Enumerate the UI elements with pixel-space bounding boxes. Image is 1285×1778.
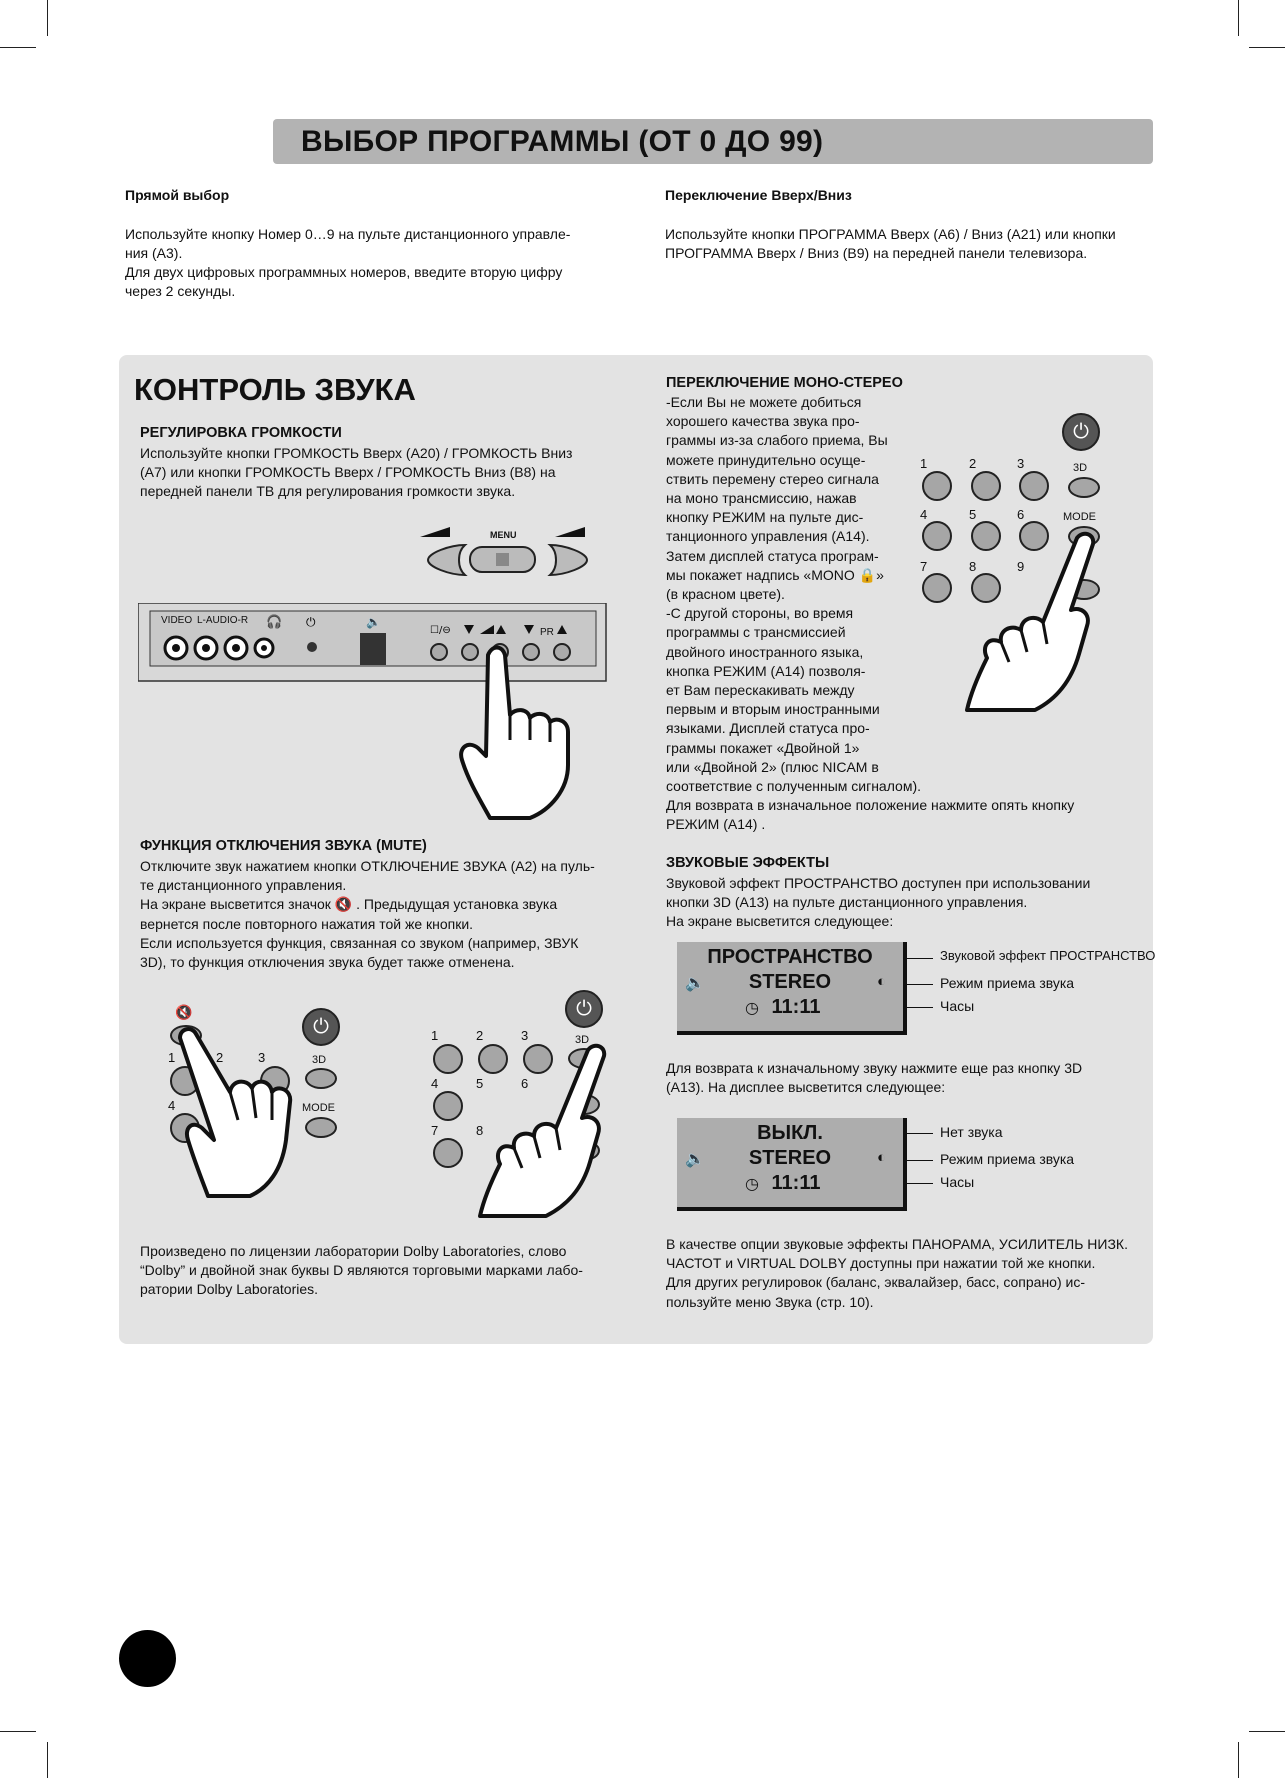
page-title-bar: [273, 119, 1153, 164]
volume-heading: РЕГУЛИРОВКА ГРОМКОСТИ: [140, 425, 342, 441]
page-number-marker: [119, 1630, 176, 1687]
callout-line: [903, 958, 933, 959]
text-line: программы с трансмиссией: [666, 624, 846, 641]
3d-button[interactable]: [1068, 477, 1100, 498]
page-title: ВЫБОР ПРОГРАММЫ (ОТ 0 ДО 99): [301, 125, 824, 158]
power-button[interactable]: ⏻: [565, 990, 603, 1028]
crop-mark: [1238, 0, 1239, 36]
hand-pointer-mode: [955, 530, 1105, 720]
text-line: РЕЖИМ (A14) .: [666, 816, 766, 833]
remote-num-2: 2: [476, 1028, 484, 1043]
ir-window: [360, 633, 386, 665]
video-label: VIDEO: [161, 615, 193, 626]
remote-num-3: 3: [258, 1050, 266, 1065]
text-line: (A7) или кнопки ГРОМКОСТЬ Вверх / ГРОМКОСТЬ Вниз (B8) на: [140, 464, 556, 481]
callout-clock: Часы: [940, 998, 975, 1014]
crop-mark: [0, 1731, 36, 1732]
text-line: -Если Вы не можете добиться: [666, 394, 862, 410]
text-line: соответствие с полученным сигналом).: [666, 778, 922, 795]
text-line: граммы из-за слабого приема, Вы: [666, 432, 888, 449]
text-line: 3D), то функция отключения звука будет также отменена.: [140, 954, 515, 971]
effects-heading: ЗВУКОВЫЕ ЭФФЕКТЫ: [666, 855, 830, 871]
speaker-icon: 🔈: [685, 975, 705, 992]
text-line: В качестве опции звуковые эффекты ПАНОРАМА, УСИЛИТЕЛЬ НИЗК.: [666, 1236, 1128, 1252]
menu-label: MENU: [490, 530, 517, 540]
callout-mode: Режим приема звука: [940, 1151, 1075, 1167]
lcd-display-off: [677, 1118, 907, 1211]
lcd-line-effect: ВЫКЛ.: [757, 1122, 823, 1144]
text-line: кнопку РЕЖИМ на пульте дис-: [666, 509, 864, 526]
text-line: через 2 секунды.: [125, 283, 236, 299]
text-line: Используйте кнопки ПРОГРАММА Вверх (A6) / Вниз (A21) или кнопки: [665, 226, 1116, 242]
dolby-text: [140, 1242, 583, 1300]
callout-line: [903, 1183, 933, 1184]
crop-mark: [1249, 47, 1285, 48]
text-line: ратории Dolby Laboratories.: [140, 1281, 319, 1298]
stereo-icon: ◐: [877, 1149, 887, 1166]
mode-button[interactable]: [305, 1117, 337, 1138]
text-line: пользуйте меню Звука (стр. 10).: [666, 1293, 874, 1310]
direct-heading: Прямой выбор: [125, 187, 230, 203]
volume-text: [140, 444, 572, 502]
text-line: Затем дисплей статуса програм-: [666, 547, 879, 564]
remote-num-5: 5: [476, 1076, 484, 1091]
stereo-icon: ◐: [877, 973, 887, 990]
3d-label: 3D: [575, 1034, 590, 1046]
text-line: мы покажет надпись «MONO 🔒»: [666, 566, 884, 583]
mode-label: MODE: [302, 1102, 335, 1114]
remote-num-1: 1: [920, 456, 928, 471]
remote-num-2: 2: [216, 1050, 224, 1065]
text-line: “Dolby” и двойной знак буквы D являются торговыми марками лабо-: [140, 1262, 583, 1279]
text-line: (в красном цвете).: [666, 586, 785, 603]
text-line: первым и вторым иностранными: [666, 701, 880, 718]
callout-clock: Часы: [940, 1174, 975, 1190]
svg-text:🎧: 🎧: [266, 615, 283, 630]
remote-num-5: 5: [969, 507, 977, 522]
remote-num-7: 7: [920, 559, 928, 574]
text-line: языками. Дисплей статуса про-: [666, 720, 870, 737]
power-button[interactable]: ⏻: [302, 1008, 340, 1046]
remote-button-4[interactable]: [922, 521, 952, 551]
lcd-line-clock: 11:11: [771, 1172, 821, 1194]
remote-num-1: 1: [431, 1028, 439, 1043]
volume-right-button: [550, 545, 587, 575]
text-line: На экране высветится значок 🔇 . Предыдущая установка звука: [140, 896, 558, 913]
svg-text:🔈: 🔈: [366, 615, 381, 629]
text-line: Если используется функция, связанная со звуком (например, ЗВУК: [140, 934, 579, 951]
remote-num-4: 4: [920, 507, 928, 522]
remote-num-8: 8: [476, 1123, 484, 1138]
3d-button[interactable]: [305, 1068, 337, 1089]
mute-icon: 🔇: [175, 1004, 193, 1020]
remote-button-7[interactable]: [433, 1138, 463, 1168]
text-line: на моно трансмиссию, нажав: [666, 490, 857, 507]
remote-button-1[interactable]: [433, 1044, 463, 1074]
audio-label: L-AUDIO-R: [197, 615, 249, 626]
remote-num-8: 8: [969, 559, 977, 574]
text-line: Используйте кнопку Номер 0…9 на пульте дистанционного управле-: [125, 226, 571, 242]
volume-up-ramp-icon: [555, 527, 585, 537]
text-line: Используйте кнопки ГРОМКОСТЬ Вверх (A20) / ГРОМКОСТЬ Вниз: [140, 445, 573, 461]
callout-line: [903, 1160, 933, 1161]
text-line: ПРОГРАММА Вверх / Вниз (B9) на передней панели телевизора.: [665, 245, 1088, 261]
remote-button-4[interactable]: [433, 1091, 463, 1121]
power-led: [307, 642, 317, 652]
volume-buttons-illustration: [410, 520, 600, 580]
callout-line: [903, 1007, 933, 1008]
text-line: двойного иностранного языка,: [666, 643, 864, 660]
text-line: танционного управления (A14).: [666, 528, 870, 545]
text-line: Отключите звук нажатием кнопки ОТКЛЮЧЕНИЕ ЗВУКА (A2) на пуль-: [140, 858, 595, 874]
remote-num-3: 3: [1017, 456, 1025, 471]
remote-button-7[interactable]: [922, 573, 952, 603]
sound-title: КОНТРОЛЬ ЗВУКА: [134, 372, 416, 407]
text-line: можете принудительно осуще-: [666, 451, 866, 468]
text-line: Для двух цифровых программных номеров, введите вторую цифру: [125, 264, 563, 280]
text-line: хорошего качества звука про-: [666, 413, 860, 430]
mono-heading: ПЕРЕКЛЮЧЕНИЕ МОНО-СТЕРЕО: [666, 375, 903, 391]
remote-num-6: 6: [521, 1076, 529, 1091]
text-line: На экране высветится следующее:: [666, 913, 894, 930]
updown-text: [665, 225, 1116, 263]
remote-num-1: 1: [168, 1050, 176, 1065]
remote-num-7: 7: [431, 1123, 439, 1138]
effects-text: [666, 874, 1090, 932]
direct-text: [125, 225, 570, 301]
effects-mid-text: [666, 1059, 1082, 1097]
text-line: ЧАСТОТ и VIRTUAL DOLBY доступны при нажатии той же кнопки.: [666, 1255, 1096, 1272]
text-line: (A13). На дисплее высветится следующее:: [666, 1079, 946, 1096]
mode-label: MODE: [1063, 511, 1096, 523]
text-line: Звуковой эффект ПРОСТРАНСТВО доступен при использовании: [666, 875, 1091, 891]
text-line: те дистанционного управления.: [140, 877, 347, 894]
mute-text: [140, 857, 595, 972]
callout-no-sound: Нет звука: [940, 1124, 1003, 1140]
crop-mark: [47, 0, 48, 36]
3d-label: 3D: [312, 1054, 327, 1066]
callout-effect: Звуковой эффект ПРОСТРАНСТВО: [940, 948, 1156, 963]
clock-icon: ◷: [745, 1000, 759, 1017]
lcd-line-mode: STEREO: [748, 971, 832, 993]
remote-num-4: 4: [168, 1098, 176, 1113]
lcd-line-mode: STEREO: [748, 1147, 832, 1169]
remote-num-3: 3: [521, 1028, 529, 1043]
hand-pointer-mute: [168, 1020, 308, 1200]
remote-button-3[interactable]: [1019, 471, 1049, 501]
text-line: или «Двойной 2» (плюс NICAM в: [666, 758, 879, 775]
remote-num-6: 6: [1017, 507, 1025, 522]
crop-mark: [1249, 1731, 1285, 1732]
mute-heading: ФУНКЦИЯ ОТКЛЮЧЕНИЯ ЗВУКА (MUTE): [140, 838, 427, 854]
remote-button-2[interactable]: [971, 471, 1001, 501]
volume-left-button: [428, 545, 465, 575]
text-line: кнопка РЕЖИМ (A14) позволя-: [666, 662, 866, 679]
text-line: передней панели ТВ для регулирования громкости звука.: [140, 483, 516, 500]
text-line: Для других регулировок (баланс, эквалайзер, басс, сопрано) ис-: [666, 1274, 1085, 1291]
pr-label: PR: [540, 627, 554, 638]
remote-button-1[interactable]: [922, 471, 952, 501]
text-line: ствить перемену стерео сигнала: [666, 470, 879, 487]
lcd-line-clock: 11:11: [771, 996, 821, 1018]
text-line: Для возврата в изначальное положение нажмите опять кнопку: [666, 797, 1075, 814]
callout-line: [903, 1133, 933, 1134]
lcd-line-effect: ПРОСТРАНСТВО: [707, 946, 873, 968]
text-line: ет Вам перескакивать между: [666, 682, 855, 699]
3d-label: 3D: [1073, 462, 1088, 474]
text-line: -С другой стороны, во время: [666, 605, 854, 622]
text-line: ния (A3).: [125, 245, 183, 261]
lcd-display-surround: [677, 942, 907, 1035]
remote-num-4: 4: [431, 1076, 439, 1091]
text-line: Для возврата к изначальному звуку нажмите еще раз кнопку 3D: [666, 1060, 1083, 1076]
text-line: Произведено по лицензии лаборатории Dolby Laboratories, слово: [140, 1243, 567, 1259]
menu-button-square: [496, 553, 509, 566]
remote-num-9: 9: [1017, 559, 1025, 574]
svg-text:☐/⊖: ☐/⊖: [430, 625, 451, 636]
text-line: вернется после повторного нажатия той же кнопки.: [140, 915, 474, 932]
crop-mark: [47, 1742, 48, 1778]
power-button[interactable]: ⏻: [1062, 413, 1100, 451]
updown-heading: Переключение Вверх/Вниз: [665, 187, 852, 203]
text-line: граммы покажет «Двойной 1»: [666, 739, 860, 756]
clock-icon: ◷: [745, 1176, 759, 1193]
crop-mark: [0, 47, 36, 48]
text-line: кнопки 3D (A13) на пульте дистанционного управления.: [666, 894, 1028, 911]
hand-pointer-front-panel: [450, 640, 590, 820]
speaker-icon: 🔈: [685, 1151, 705, 1168]
callout-line: [903, 984, 933, 985]
remote-num-2: 2: [969, 456, 977, 471]
crop-mark: [1238, 1742, 1239, 1778]
front-button-input: [431, 644, 447, 660]
callout-mode: Режим приема звука: [940, 975, 1075, 991]
volume-down-ramp-icon: [420, 527, 450, 537]
effects-end-text: [666, 1235, 1128, 1312]
svg-text:⏻: ⏻: [306, 615, 316, 629]
hand-pointer-3d: [470, 1040, 620, 1220]
